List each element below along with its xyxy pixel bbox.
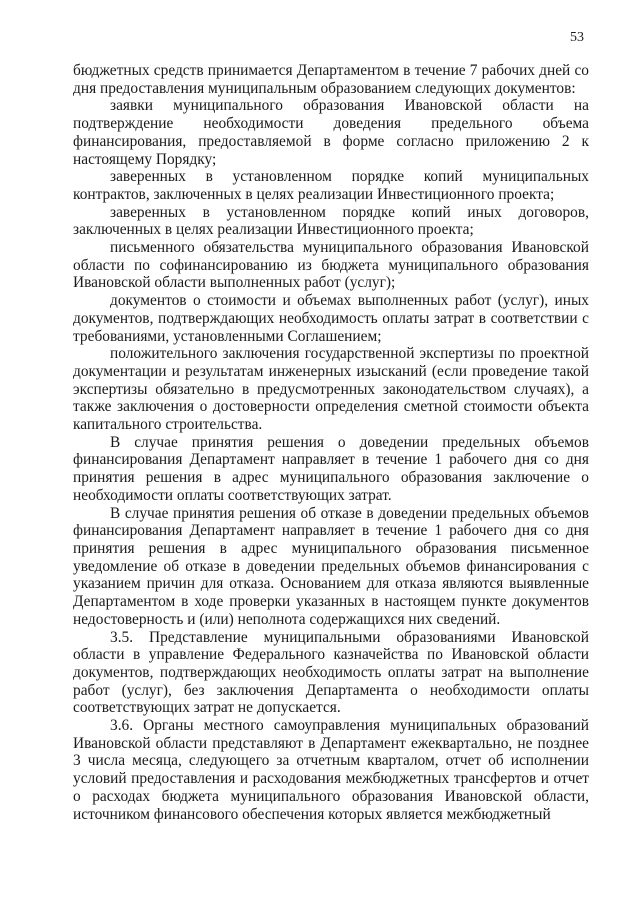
paragraph: документов о стоимости и объемах выполненных работ (услуг), иных документов, подтверждающих необходимость оплаты затрат в соответствии с требованиями, установленными Соглашением; xyxy=(73,292,589,345)
paragraph: положительного заключения государственной экспертизы по проектной документации и результатам инженерных изысканий (если проведение такой экспертизы обязательно в предусмотренных законодательством случаях), а также заключения о достоверности определения сметной стоимости объекта капитального строительства. xyxy=(73,345,589,434)
page-number: 53 xyxy=(570,30,584,45)
paragraph: заверенных в установленном порядке копий иных договоров, заключенных в целях реализации Инвестиционного проекта; xyxy=(73,203,589,239)
document-body xyxy=(73,62,589,823)
paragraph: 3.5. Представление муниципальными образованиями Ивановской области в управление Федерального казначейства по Ивановской области документов, подтверждающих необходимость оплаты затрат на выполнение работ (услуг), без заключения Департамента о необходимости оплаты соответствующих затрат не допускается. xyxy=(73,628,589,717)
paragraph: В случае принятия решения о доведении предельных объемов финансирования Департамент направляет в течение 1 рабочего дня со дня принятия решения в адрес муниципального образования заключение о необходимости оплаты соответствующих затрат. xyxy=(73,433,589,504)
paragraph: письменного обязательства муниципального образования Ивановской области по софинансированию из бюджета муниципального образования Ивановской области выполненных работ (услуг); xyxy=(73,239,589,292)
paragraph: 3.6. Органы местного самоуправления муниципальных образований Ивановской области представляют в Департамент ежеквартально, не позднее 3 числа месяца, следующего за отчетным кварталом, отчет об исполнении условий предоставления и расходования межбюджетных трансфертов и отчет о расходах бюджета муниципального образования Ивановской области, источником финансового обеспечения которых является межбюджетный xyxy=(73,717,589,823)
paragraph: В случае принятия решения об отказе в доведении предельных объемов финансирования Департамент направляет в течение 1 рабочего дня со дня принятия решения в адрес муниципального образования письменное уведомление об отказе в доведении предельных объемов финансирования с указанием причин для отказа. Основанием для отказа являются выявленные Департаментом в ходе проверки указанных в настоящем пункте документов недостоверность и (или) неполнота содержащихся них сведений. xyxy=(73,504,589,628)
paragraph: заверенных в установленном порядке копий муниципальных контрактов, заключенных в целях реализации Инвестиционного проекта; xyxy=(73,168,589,203)
paragraph: бюджетных средств принимается Департаментом в течение 7 рабочих дней со дня предоставления муниципальным образованием следующих документов: xyxy=(73,62,589,97)
paragraph: заявки муниципального образования Ивановской области на подтверждение необходимости доведения предельного объема финансирования, предоставляемой в форме согласно приложению 2 к настоящему Порядку; xyxy=(73,97,589,168)
